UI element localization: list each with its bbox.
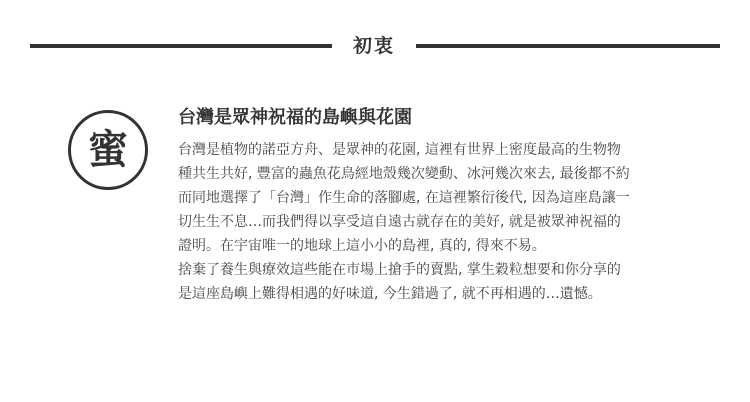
paragraph-line: 切生生不息…而我們得以享受這自遠古就存在的美好, 就是被眾神祝福的 — [178, 214, 621, 230]
article — [178, 104, 698, 306]
article-title: 台灣是眾神祝福的島嶼與花園 — [178, 107, 412, 128]
paragraph-line: 證明。在宇宙唯一的地球上這小小的島裡, 真的, 得來不易。 — [178, 238, 546, 254]
seal-character: 蜜 — [88, 127, 128, 173]
paragraph-line: 種共生共好, 豐富的蟲魚花鳥經地殼幾次變動、冰河幾次來去, 最後都不約 — [178, 166, 630, 182]
paragraph-line: 而同地選擇了「台灣」作生命的落腳處, 在這裡繁衍後代, 因為這座島讓一 — [178, 190, 630, 206]
article-paragraph-2 — [178, 258, 698, 306]
paragraph-line: 台灣是植物的諾亞方舟、是眾神的花園, 這裡有世界上密度最高的生物物 — [178, 142, 621, 158]
paragraph-line: 捨棄了養生與療效這些能在市場上搶手的賣點, 掌生穀粒想要和你分享的 — [178, 262, 621, 278]
header-rule-left — [30, 44, 332, 48]
section-heading: 初衷 — [352, 35, 395, 57]
header-rule-right — [416, 44, 720, 48]
honey-seal-icon — [68, 110, 148, 190]
paragraph-line: 是這座島嶼上難得相遇的好味道, 今生錯過了, 就不再相遇的…遺憾。 — [178, 286, 602, 302]
article-paragraph-1 — [178, 138, 698, 258]
